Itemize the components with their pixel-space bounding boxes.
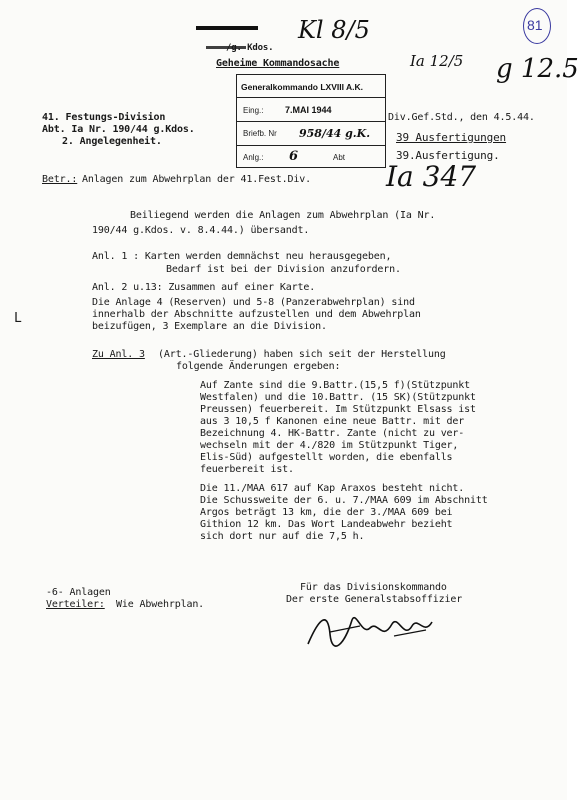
classification-top: Geheime Kommandosache: [216, 58, 340, 69]
stamp-divider: [237, 121, 385, 122]
body-text: Die Anlage 4 (Reserven) und 5-8 (Panzerabwehrplan) sind: [92, 297, 415, 308]
stamp-abt-label: Abt: [333, 153, 346, 162]
stamp-title: Generalkommando LXVIII A.K.: [241, 82, 364, 92]
signature-line-1: Für das Divisionskommando: [300, 582, 447, 593]
body-text: (Art.-Gliederung) haben sich seit der Herstellung: [158, 349, 446, 360]
stamp-divider: [237, 145, 385, 146]
body-text: folgende Änderungen ergeben:: [176, 361, 341, 372]
body-text: Anl. 2 u.13: Zusammen auf einer Karte.: [92, 282, 316, 293]
circled-page-number: [523, 8, 551, 44]
stamp-eing-value: 7.MAI 1944: [285, 105, 332, 115]
matter-line: 2. Angelegenheit.: [62, 136, 162, 147]
body-text: Bedarf ist bei der Division anzufordern.: [166, 264, 401, 275]
body-text: Die Schussweite der 6. u. 7./MAA 609 im Abschnitt: [200, 495, 488, 506]
registry-stamp: [236, 74, 386, 168]
classification-abbrev: /g. Kdos.: [226, 43, 274, 53]
signature-line-2: Der erste Generalstabsoffizier: [286, 594, 463, 605]
handwritten-mark: g 12.5: [496, 54, 579, 84]
margin-mark: L: [14, 311, 22, 326]
body-text: Auf Zante sind die 9.Battr.(15,5 f)(Stützpunkt: [200, 380, 471, 391]
division-name: 41. Festungs-Division: [42, 112, 166, 123]
reference-number: Abt. Ia Nr. 190/44 g.Kdos.: [42, 124, 195, 135]
body-text: Preussen) feuerbereit. Im Stützpunkt Elsass ist: [200, 404, 476, 415]
distribution-label: Verteiler:: [46, 599, 105, 610]
body-text: beizufügen, 3 Exemplare an die Division.: [92, 321, 327, 332]
copy-number: 39.Ausfertigung.: [396, 149, 500, 162]
location-date: Div.Gef.Std., den 4.5.44.: [388, 112, 535, 123]
handwritten-note: Ia 12/5: [410, 52, 464, 70]
subject-label: Betr.:: [42, 174, 78, 185]
body-text: aus 3 10,5 f Kanonen eine neue Battr. mit der: [200, 416, 465, 427]
body-text: Westfalen) und die 10.Battr. (15 SK)(Stützpunkt: [200, 392, 476, 403]
body-text: 190/44 g.Kdos. v. 8.4.44.) übersandt.: [92, 225, 310, 236]
body-text: Bezeichnung 4. HK-Battr. Zante (nicht zu ver-: [200, 428, 465, 439]
body-text: Argos beträgt 13 km, die der 3./MAA 609 bei: [200, 507, 453, 518]
body-text: Elis-Süd) aufgestellt worden, die ebenfalls: [200, 452, 453, 463]
ink-smudge: [196, 26, 258, 30]
enclosures: -6- Anlagen: [46, 587, 111, 598]
circled-number-text: 81: [527, 17, 543, 33]
handwritten-ia-number: Ia 347: [386, 160, 477, 193]
copies-total: 39 Ausfertigungen: [396, 131, 507, 144]
stamp-brief-value: 958/44 g.K.: [299, 127, 371, 140]
body-text: sich dort nur auf die 7,5 h.: [200, 531, 365, 542]
body-text: Die 11./MAA 617 auf Kap Araxos besteht nicht.: [200, 483, 465, 494]
stamp-eing-label: Eing.:: [243, 106, 264, 115]
body-text: Zu Anl. 3: [92, 349, 145, 360]
body-text: Anl. 1 : Karten werden demnächst neu herausgegeben,: [92, 251, 392, 262]
body-text: wechseln mit der 4./820 im Stützpunkt Tiger,: [200, 440, 459, 451]
stamp-brief-label: Briefb. Nr: [243, 129, 277, 138]
stamp-divider: [237, 97, 385, 98]
body-text: innerhalb der Abschnitte aufzustellen und dem Abwehrplan: [92, 309, 421, 320]
body-text: feuerbereit ist.: [200, 464, 294, 475]
stamp-anl-value: 6: [289, 149, 299, 164]
stamp-anl-label: Anlg.:: [243, 153, 264, 162]
body-text: Githion 12 km. Das Wort Landeabwehr bezieht: [200, 519, 453, 530]
subject-text: Anlagen zum Abwehrplan der 41.Fest.Div.: [82, 174, 311, 185]
body-text: Beiliegend werden die Anlagen zum Abwehrplan (Ia Nr.: [130, 210, 436, 221]
distribution-text: Wie Abwehrplan.: [116, 599, 205, 610]
handwritten-signature: [300, 606, 440, 652]
handwritten-initials: Kl 8/5: [298, 16, 370, 44]
